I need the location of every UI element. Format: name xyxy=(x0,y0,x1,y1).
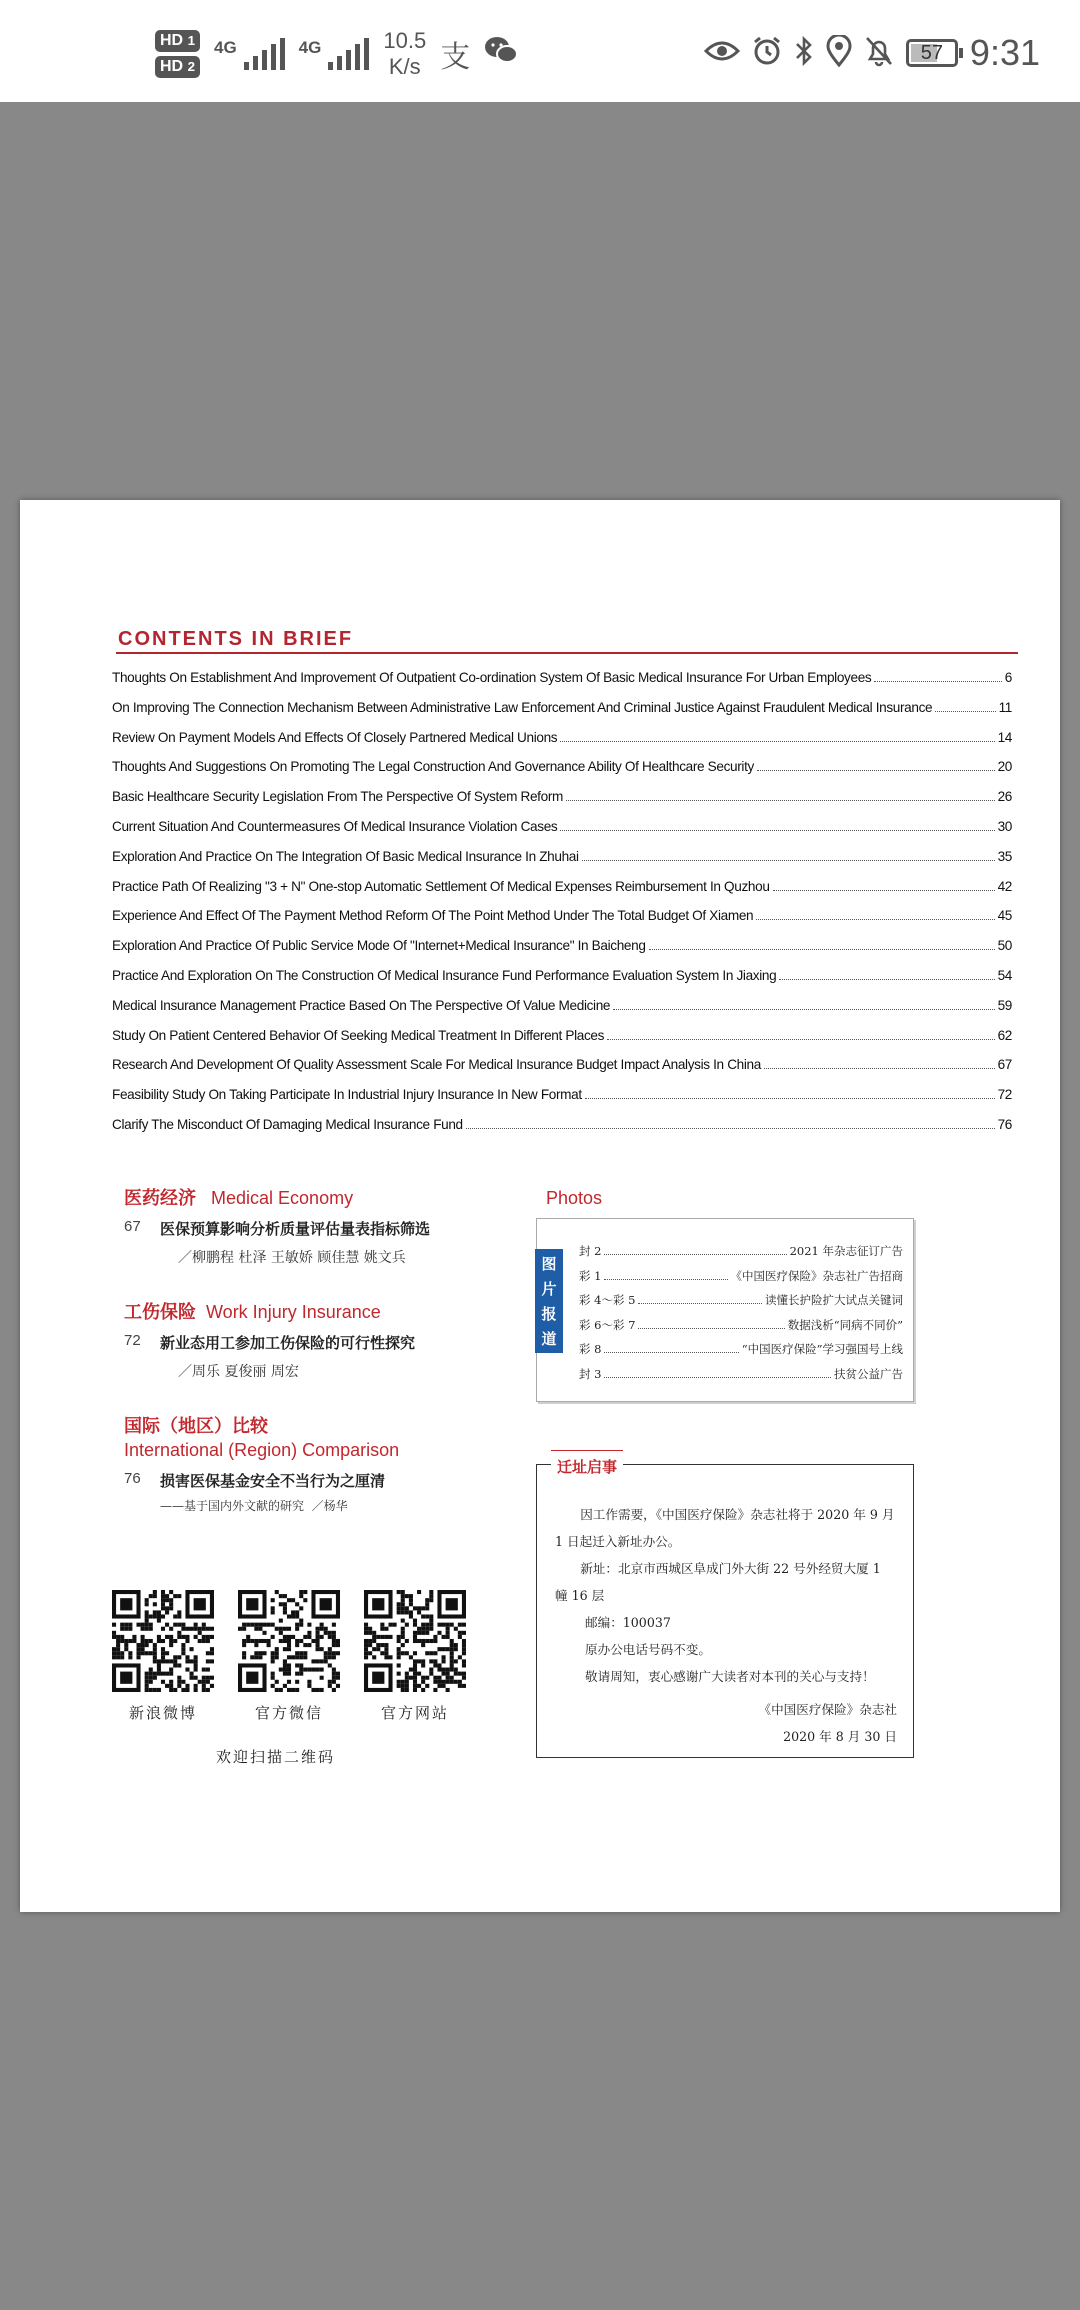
qr-code-icon xyxy=(364,1590,466,1692)
toc-title: Experience And Effect Of The Payment Method Reform Of The Point Method Under The Total Budget Of Xiamen xyxy=(112,908,754,924)
hd-indicators xyxy=(155,30,200,78)
notice-title: 迁址启事 xyxy=(551,1456,623,1477)
toc-title: Review On Payment Models And Effects Of Closely Partnered Medical Unions xyxy=(112,729,558,745)
toc-leader xyxy=(613,999,994,1010)
photo-title: 数据浅析“同病不同价” xyxy=(787,1317,903,1332)
alipay-icon: 支 xyxy=(440,41,471,74)
toc-title: Practice And Exploration On The Construction Of Medical Insurance Fund Performance Evaluation System In Jiaxing xyxy=(112,967,777,983)
toc-entry[interactable] xyxy=(112,1087,1012,1117)
section-work-injury xyxy=(124,1300,415,1381)
wechat-icon xyxy=(484,35,518,73)
hd1-badge: HD 1 xyxy=(155,30,200,52)
clock: 9:31 xyxy=(969,32,1040,73)
photos-title: Photos xyxy=(546,1188,603,1208)
toc-entry[interactable] xyxy=(112,849,1012,879)
photo-entry[interactable] xyxy=(579,1341,903,1366)
article-entry[interactable]: 67 医保预算影响分析质量评估量表指标筛选 xyxy=(124,1218,431,1238)
toc-title: Practice Path Of Realizing "3 + N" One-stop Automatic Settlement Of Medical Expenses Reimbursement In Quzhou xyxy=(112,878,770,894)
toc-entry[interactable] xyxy=(112,998,1012,1028)
status-bar xyxy=(0,0,1080,102)
toc-title: Clarify The Misconduct Of Damaging Medical Insurance Fund xyxy=(112,1116,463,1132)
toc-leader xyxy=(560,731,994,742)
qr-wechat[interactable] xyxy=(238,1590,340,1723)
alarm-icon xyxy=(752,36,782,71)
toc-entry[interactable] xyxy=(112,879,1012,909)
photo-page: 封 3 xyxy=(579,1366,602,1381)
toc-leader xyxy=(649,939,995,950)
toc-entry[interactable] xyxy=(112,700,1012,730)
photo-leader xyxy=(638,1320,784,1329)
photo-title: 2021 年杂志征订广告 xyxy=(789,1244,903,1258)
section-medical-economy xyxy=(124,1186,430,1267)
toc-title: Current Situation And Countermeasures Of Medical Insurance Violation Cases xyxy=(112,818,558,834)
toc-title: Feasibility Study On Taking Participate In Industrial Injury Insurance In New Format xyxy=(112,1087,582,1103)
toc-page: 35 xyxy=(997,848,1012,864)
toc-leader xyxy=(582,850,995,861)
toc-leader xyxy=(560,820,994,831)
toc-leader xyxy=(566,790,995,801)
toc-title: Basic Healthcare Security Legislation From The Perspective Of System Reform xyxy=(112,789,563,805)
toc-entry[interactable] xyxy=(112,968,1012,998)
photo-page: 彩 6～彩 7 xyxy=(579,1317,636,1332)
contents-list xyxy=(112,670,1012,1147)
photo-entry[interactable] xyxy=(579,1292,903,1317)
toc-leader xyxy=(874,671,1001,682)
qr-caption: 官方微信 xyxy=(254,1704,323,1722)
photo-page: 彩 8 xyxy=(579,1342,602,1356)
contents-title: CONTENTS IN BRIEF xyxy=(118,628,354,650)
toc-entry[interactable] xyxy=(112,908,1012,938)
toc-page: 62 xyxy=(997,1027,1012,1043)
toc-leader xyxy=(466,1118,995,1129)
toc-leader xyxy=(935,701,995,712)
notice-body xyxy=(555,1501,897,1750)
qr-website[interactable] xyxy=(364,1590,466,1723)
toc-entry[interactable] xyxy=(112,759,1012,789)
toc-entry[interactable] xyxy=(112,1028,1012,1058)
eye-icon xyxy=(704,38,740,69)
toc-page: 14 xyxy=(997,729,1012,745)
toc-page: 50 xyxy=(997,938,1012,954)
toc-page: 72 xyxy=(997,1087,1012,1103)
article-authors: ／柳鹏程 杜泽 王敏娇 顾佳慧 姚文兵 xyxy=(178,1250,406,1266)
network-speed: 10.5 K/s xyxy=(383,28,427,79)
photo-title: “中国医疗保险”学习强国号上线 xyxy=(741,1342,903,1356)
toc-title: Research And Development Of Quality Assessment Scale For Medical Insurance Budget Impact Analysis In China xyxy=(112,1057,761,1073)
status-right xyxy=(704,32,1040,74)
photo-page: 彩 1 xyxy=(579,1268,602,1283)
photo-leader xyxy=(638,1295,762,1304)
toc-leader xyxy=(779,969,994,980)
photo-title: 《中国医疗保险》杂志社广告招商 xyxy=(730,1268,903,1283)
notice-signature: 《中国医疗保险》杂志社 xyxy=(758,1702,897,1717)
section-international xyxy=(124,1414,399,1514)
photo-title: 读懂长护险扩大试点关键词 xyxy=(765,1293,903,1307)
toc-entry[interactable] xyxy=(112,938,1012,968)
photo-entry[interactable] xyxy=(579,1317,903,1342)
article-authors: ／周乐 夏俊丽 周宏 xyxy=(178,1364,299,1380)
signal-1-icon: 4G xyxy=(214,38,285,70)
toc-title: Exploration And Practice Of Public Service Mode Of "Internet+Medical Insurance" In Baicheng xyxy=(112,938,646,954)
toc-page: 6 xyxy=(1004,670,1012,685)
photo-entry[interactable] xyxy=(579,1243,903,1268)
toc-title: On Improving The Connection Mechanism Between Administrative Law Enforcement And Criminal Justice Against Fraudulent Medical Insurance xyxy=(112,699,933,715)
toc-leader xyxy=(757,760,995,771)
toc-page: 67 xyxy=(997,1057,1012,1073)
bluetooth-icon xyxy=(794,35,814,72)
toc-entry[interactable] xyxy=(112,730,1012,760)
photo-leader xyxy=(604,1344,738,1353)
toc-entry[interactable] xyxy=(112,1057,1012,1087)
toc-leader xyxy=(585,1088,995,1099)
toc-entry[interactable] xyxy=(112,819,1012,849)
toc-page: 45 xyxy=(997,908,1012,924)
photo-leader xyxy=(604,1369,831,1378)
toc-leader xyxy=(756,909,994,920)
photos-list xyxy=(579,1243,903,1390)
photo-page: 封 2 xyxy=(579,1244,602,1258)
section-heading: 国际（地区）比较 xyxy=(124,1416,268,1436)
photo-entry[interactable] xyxy=(579,1366,903,1391)
bell-off-icon xyxy=(864,35,894,72)
toc-page: 54 xyxy=(997,967,1012,983)
toc-title: Exploration And Practice On The Integration Of Basic Medical Insurance In Zhuhai xyxy=(112,848,579,864)
photo-leader xyxy=(604,1271,727,1280)
signal-2-icon: 4G xyxy=(299,38,370,70)
toc-leader xyxy=(773,880,995,891)
toc-page: 20 xyxy=(997,759,1012,775)
qr-weibo[interactable] xyxy=(112,1590,214,1723)
qr-note: 欢迎扫描二维码 xyxy=(216,1748,336,1766)
notice-date: 2020 年 8 月 30 日 xyxy=(783,1729,897,1744)
photo-page: 彩 4～彩 5 xyxy=(579,1293,636,1307)
article-entry[interactable]: 72 新业态用工参加工伤保险的可行性探究 xyxy=(124,1332,416,1352)
toc-title: Medical Insurance Management Practice Based On The Perspective Of Value Medicine xyxy=(112,997,611,1013)
qr-code-icon xyxy=(238,1590,340,1692)
toc-page: 11 xyxy=(998,699,1012,715)
toc-page: 30 xyxy=(997,818,1012,834)
photo-title: 扶贫公益广告 xyxy=(834,1366,903,1381)
toc-leader xyxy=(607,1029,995,1040)
photos-tag: 图 片 报 道 xyxy=(535,1249,563,1353)
notice-paragraph: 邮编：100037 xyxy=(585,1615,671,1630)
toc-page: 42 xyxy=(997,878,1012,894)
qr-caption: 官方网站 xyxy=(380,1704,449,1722)
hd2-badge: HD 2 xyxy=(155,56,200,78)
photos-box xyxy=(536,1218,914,1402)
section-heading-en: International (Region) Comparison xyxy=(124,1440,400,1460)
article-entry[interactable]: 76 损害医保基金安全不当行为之厘清 xyxy=(124,1470,386,1490)
toc-leader xyxy=(764,1058,995,1069)
toc-entry[interactable] xyxy=(112,1117,1012,1147)
status-left xyxy=(155,28,518,80)
section-heading: 工伤保险 Work Injury Insurance xyxy=(124,1302,381,1322)
qr-code-row xyxy=(112,1590,466,1723)
notice-paragraph: 敬请周知，衷心感谢广大读者对本刊的关心与支持！ xyxy=(585,1669,875,1684)
toc-page: 59 xyxy=(997,997,1012,1013)
toc-title: Thoughts And Suggestions On Promoting The Legal Construction And Governance Ability Of Healthcare Security xyxy=(112,759,754,775)
qr-code-icon xyxy=(112,1590,214,1692)
notice-paragraph: 原办公电话号码不变。 xyxy=(585,1642,711,1657)
contents-rule xyxy=(116,652,1018,654)
toc-entry[interactable] xyxy=(112,670,1012,700)
toc-page: 26 xyxy=(997,789,1012,805)
notice-paragraph: 因工作需要，《中国医疗保险》杂志社将于 2020 年 9 月 1 日起迁入新址办公。 xyxy=(555,1507,895,1549)
document-page[interactable] xyxy=(20,500,1060,1912)
toc-title: Thoughts On Establishment And Improvement Of Outpatient Co-ordination System Of Basic Medical Insurance For Urban Employees xyxy=(112,670,872,685)
toc-page: 76 xyxy=(997,1116,1012,1132)
toc-entry[interactable] xyxy=(112,789,1012,819)
toc-title: Study On Patient Centered Behavior Of Seeking Medical Treatment In Different Places xyxy=(112,1027,605,1043)
section-heading: 医药经济 Medical Economy xyxy=(124,1188,354,1208)
location-icon xyxy=(826,35,852,72)
notice-paragraph: 新址：北京市西城区阜成门外大街 22 号外经贸大厦 1 幢 16 层 xyxy=(555,1561,881,1603)
relocation-notice xyxy=(536,1459,914,1758)
qr-caption: 新浪微博 xyxy=(128,1704,197,1722)
article-subtitle-authors: ——基于国内外文献的研究 ／杨华 xyxy=(160,1499,348,1513)
battery-icon: 57 xyxy=(906,39,958,67)
photo-leader xyxy=(604,1246,786,1255)
photo-entry[interactable] xyxy=(579,1268,903,1293)
